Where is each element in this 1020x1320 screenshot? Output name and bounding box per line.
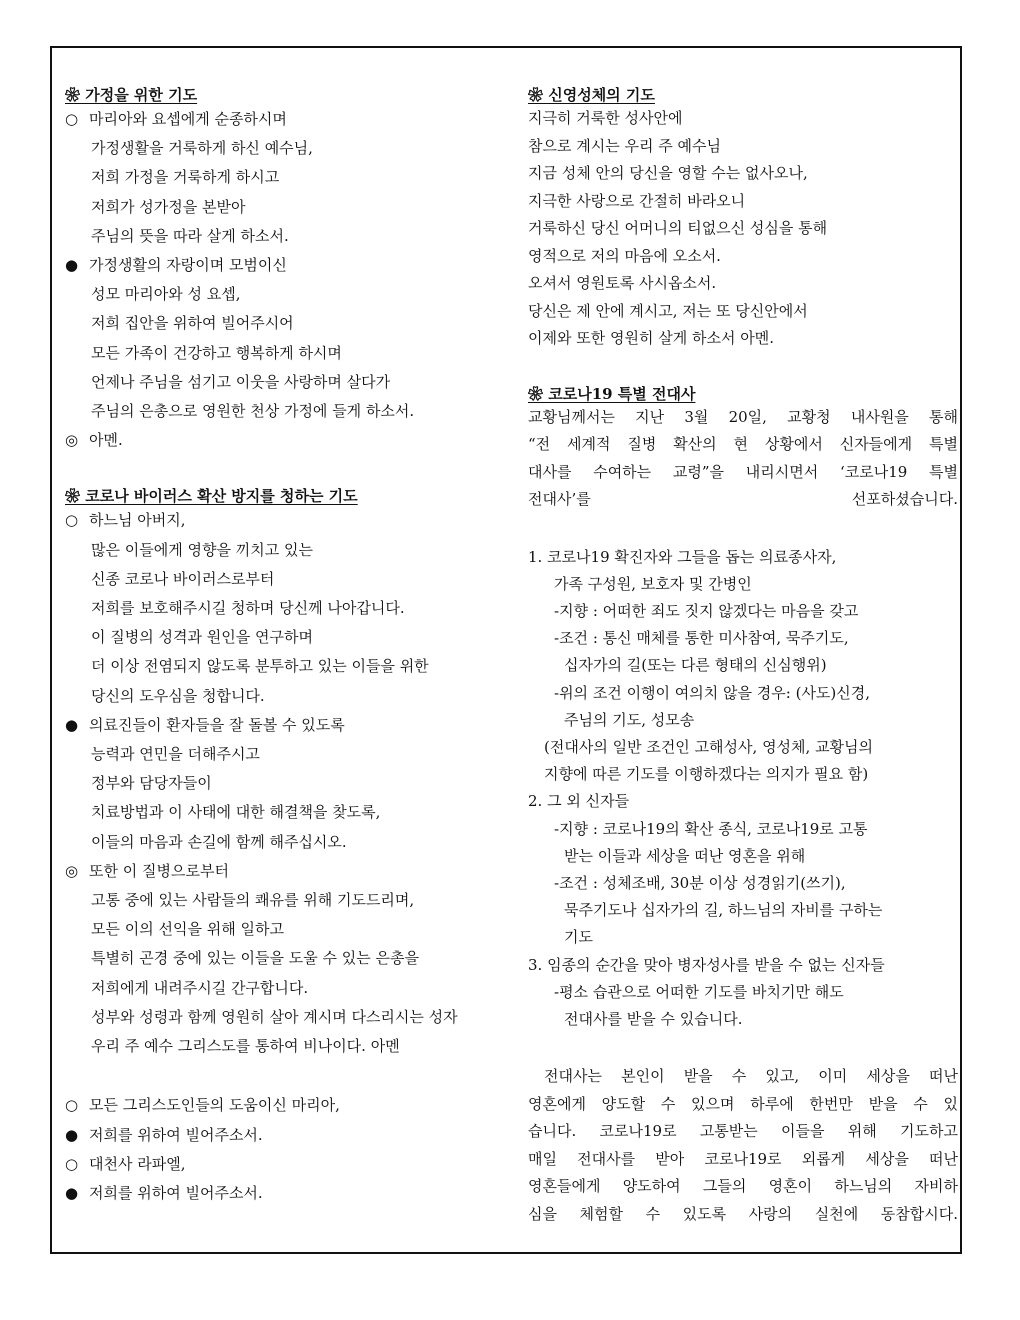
line-text: 당신의 도우심을 청합니다. xyxy=(91,686,265,705)
closing-line: 영혼들에게 양도하여 그들의 영혼이 하느님의 자비하 xyxy=(528,1177,958,1196)
corona-prayer-title: ❀ 코로나 바이러스 확산 방지를 청하는 기도 xyxy=(65,487,358,506)
left-column xyxy=(65,84,505,1208)
line-text: 대천사 라파엘, xyxy=(89,1154,186,1173)
prayer-line xyxy=(65,915,505,944)
text-line: 영적으로 저의 마음에 오소서. xyxy=(528,246,721,265)
text-line: 지금 성체 안의 당신을 영할 수는 없사오나, xyxy=(528,164,808,182)
bullet-symbol: ◎ xyxy=(65,861,79,880)
text-line: 거룩하신 당신 어머니의 티없으신 성심을 통해 xyxy=(528,219,828,237)
line-text: 저희를 위하여 빌어주소서. xyxy=(89,1183,263,1202)
bullet-symbol: ● xyxy=(65,1125,79,1144)
bullet-symbol: ◎ xyxy=(65,431,79,450)
prayer-line xyxy=(65,105,505,134)
line-text: 능력과 연민을 더해주시고 xyxy=(91,745,260,764)
line-text: 저희에게 내려주시길 간구합니다. xyxy=(91,978,309,997)
right-column xyxy=(528,84,958,1228)
indulgence-closing xyxy=(528,1063,958,1228)
bullet-symbol: ● xyxy=(65,1183,79,1202)
prayer-line xyxy=(65,828,505,857)
indulgence-item: 주님의 기도, 성모송 xyxy=(564,710,695,729)
line-text: 저희 가정을 거룩하게 하시고 xyxy=(91,168,280,187)
prayer-line xyxy=(65,1179,505,1208)
text-line: 참으로 계시는 우리 주 예수님 xyxy=(528,136,721,155)
family-prayer-title: ❀ 가정을 위한 기도 xyxy=(65,86,198,104)
indulgence-item: 기도 xyxy=(564,928,593,947)
prayer-line xyxy=(65,652,505,681)
prayer-line xyxy=(65,565,505,594)
text-line: 지극한 사랑으로 간절히 바라오니 xyxy=(528,191,746,210)
prayer-line xyxy=(65,682,505,711)
bullet-symbol: ● xyxy=(65,256,79,275)
prayer-line xyxy=(65,506,505,535)
line-text: 저희 집안을 위하여 빌어주시어 xyxy=(91,314,294,333)
prayer-line xyxy=(65,193,505,222)
page-frame xyxy=(50,46,962,1254)
line-text: 이들의 마음과 손길에 함께 해주십시오. xyxy=(91,832,347,851)
line-text: 정부와 담당자들이 xyxy=(91,774,212,793)
indulgence-title: ❀ 코로나19 특별 전대사 xyxy=(528,384,696,403)
line-text: 많은 이들에게 영향을 끼치고 있는 xyxy=(91,540,313,559)
line-text: 주님의 은총으로 영원한 천상 가정에 들게 하소서. xyxy=(91,402,415,421)
bullet-symbol: ● xyxy=(65,715,79,734)
indulgence-item: 2. 그 외 신자들 xyxy=(528,792,630,811)
line-text: 가정생활의 자랑이며 모범이신 xyxy=(89,256,287,275)
text-line: 전대사’를 선포하셨습니다. xyxy=(528,490,958,508)
prayer-line xyxy=(65,1003,505,1032)
line-text: 주님의 뜻을 따라 살게 하소서. xyxy=(91,226,289,245)
line-text: 모든 그리스도인들의 도움이신 마리아, xyxy=(89,1096,340,1115)
indulgence-item: 전대사를 받을 수 있습니다. xyxy=(564,1009,743,1028)
indulgence-item: (전대사의 일반 조건인 고해성사, 영성체, 교황님의 xyxy=(544,737,874,756)
prayer-line xyxy=(65,1121,505,1150)
line-text: 저희를 위하여 빌어주소서. xyxy=(89,1125,263,1144)
prayer-line xyxy=(65,251,505,280)
corona-prayer-body xyxy=(65,506,505,1061)
prayer-line xyxy=(65,309,505,338)
line-text: 의료진들이 환자들을 잘 돌볼 수 있도록 xyxy=(89,715,345,734)
indulgence-item: 묵주기도나 십자가의 길, 하느님의 자비를 구하는 xyxy=(564,901,883,920)
prayer-line xyxy=(65,974,505,1003)
text-line: 당신은 제 안에 계시고, 저는 또 당신안에서 xyxy=(528,301,808,320)
indulgence-item: 가족 구성원, 보호자 및 간병인 xyxy=(554,574,752,593)
prayer-line xyxy=(65,280,505,309)
prayer-line xyxy=(65,426,505,455)
text-line: 이제와 또한 영원히 살게 하소서 아멘. xyxy=(528,329,774,347)
indulgence-items xyxy=(528,544,958,1034)
line-text: 고통 중에 있는 사람들의 쾌유를 위해 기도드리며, xyxy=(91,891,415,910)
spiritual-communion-title: ❀ 신영성체의 기도 xyxy=(528,86,655,104)
prayer-line xyxy=(65,536,505,565)
line-text: 성부와 성령과 함께 영원히 살아 계시며 다스리시는 성자 xyxy=(91,1007,458,1026)
spiritual-communion-body xyxy=(528,105,958,353)
indulgence-item: -지향 : 어떠한 죄도 짓지 않겠다는 마음을 갖고 xyxy=(554,601,859,620)
family-prayer-body xyxy=(65,105,505,455)
closing-line: 전대사는 본인이 받을 수 있고, 이미 세상을 떠난 xyxy=(544,1067,958,1086)
closing-line: 심을 체험할 수 있도록 사랑의 실천에 동참합시다. xyxy=(528,1204,958,1223)
text-line: 대사를 수여하는 교령”을 내리시면서 ‘코로나19 특별 xyxy=(528,462,958,481)
prayer-line xyxy=(65,368,505,397)
line-text: 가정생활을 거룩하게 하신 예수님, xyxy=(91,139,313,158)
text-line: 지극히 거룩한 성사안에 xyxy=(528,109,683,127)
text-line: “전 세계적 질병 확산의 현 상황에서 신자들에게 특별 xyxy=(528,435,958,453)
indulgence-item: 십자가의 길(또는 다른 형태의 신심행위) xyxy=(564,656,827,675)
line-text: 신종 코로나 바이러스로부터 xyxy=(91,569,275,588)
line-text: 또한 이 질병으로부터 xyxy=(89,861,229,880)
line-text: 이 질병의 성격과 원인을 연구하며 xyxy=(91,628,313,647)
line-text: 아멘. xyxy=(89,431,123,450)
line-text: 모든 가족이 건강하고 행복하게 하시며 xyxy=(91,343,342,362)
prayer-line xyxy=(65,594,505,623)
prayer-line xyxy=(65,886,505,915)
line-text: 성모 마리아와 성 요셉, xyxy=(91,285,241,304)
indulgence-item: 3. 임종의 순간을 맞아 병자성사를 받을 수 없는 신자들 xyxy=(528,955,885,974)
text-line: 교황님께서는 지난 3월 20일, 교황청 내사원을 통해 xyxy=(528,407,958,426)
prayer-line xyxy=(65,397,505,426)
line-text: 치료방법과 이 사태에 대한 해결책을 찾도록, xyxy=(91,803,381,822)
prayer-line xyxy=(65,222,505,251)
indulgence-item: -평소 습관으로 어떠한 기도를 바치기만 해도 xyxy=(554,982,844,1001)
prayer-line xyxy=(65,163,505,192)
prayer-line xyxy=(65,134,505,163)
bullet-symbol: ○ xyxy=(65,511,79,530)
prayer-line xyxy=(65,798,505,827)
line-text: 모든 이의 선익을 위해 일하고 xyxy=(91,920,284,939)
bullet-symbol: ○ xyxy=(65,110,79,128)
prayer-line xyxy=(65,711,505,740)
closing-line: 매일 전대사를 받아 코로나19로 외롭게 세상을 떠난 xyxy=(528,1149,958,1168)
line-text: 저희를 보호해주시길 청하며 당신께 나아갑니다. xyxy=(91,599,405,618)
prayer-line xyxy=(65,769,505,798)
indulgence-item: -지향 : 코로나19의 확산 종식, 코로나19로 고통 xyxy=(554,819,868,838)
prayer-line xyxy=(65,857,505,886)
indulgence-item: 받는 이들과 세상을 떠난 영혼을 위해 xyxy=(564,846,806,865)
line-text: 우리 주 예수 그리스도를 통하여 비나이다. 아멘 xyxy=(91,1037,400,1056)
line-text: 특별히 곤경 중에 있는 이들을 도울 수 있는 은총을 xyxy=(91,949,419,968)
line-text: 더 이상 전염되지 않도록 분투하고 있는 이들을 위한 xyxy=(91,657,429,676)
closing-line: 습니다. 코로나19로 고통받는 이들을 위해 기도하고 xyxy=(528,1122,958,1141)
indulgence-item: -조건 : 통신 매체를 통한 미사참여, 묵주기도, xyxy=(554,629,849,648)
prayer-line xyxy=(65,740,505,769)
line-text: 저희가 성가정을 본받아 xyxy=(91,197,246,216)
text-line: 오셔서 영원토록 사시옵소서. xyxy=(528,274,717,292)
bullet-symbol: ○ xyxy=(65,1154,79,1173)
prayer-line xyxy=(65,623,505,652)
indulgence-item: -조건 : 성체조배, 30분 이상 성경읽기(쓰기), xyxy=(554,873,846,892)
indulgence-intro xyxy=(528,404,958,514)
prayer-line xyxy=(65,1032,505,1061)
line-text: 마리아와 요셉에게 순종하시며 xyxy=(89,110,287,128)
prayer-line xyxy=(65,1150,505,1179)
line-text: 하느님 아버지, xyxy=(89,511,186,530)
prayer-line xyxy=(65,1091,505,1120)
prayer-line xyxy=(65,944,505,973)
indulgence-item: -위의 조건 이행이 여의치 않을 경우: (사도)신경, xyxy=(554,683,871,702)
closing-line: 영혼에게 양도할 수 있으며 하루에 한번만 받을 수 있 xyxy=(528,1094,958,1113)
line-text: 언제나 주님을 섬기고 이웃을 사랑하며 살다가 xyxy=(91,372,391,391)
indulgence-item: 지향에 따른 기도를 이행하겠다는 의지가 필요 함) xyxy=(544,765,869,784)
indulgence-item: 1. 코로나19 확진자와 그들을 돕는 의료종사자, xyxy=(528,547,837,566)
litany xyxy=(65,1091,505,1208)
prayer-line xyxy=(65,339,505,368)
bullet-symbol: ○ xyxy=(65,1096,79,1115)
